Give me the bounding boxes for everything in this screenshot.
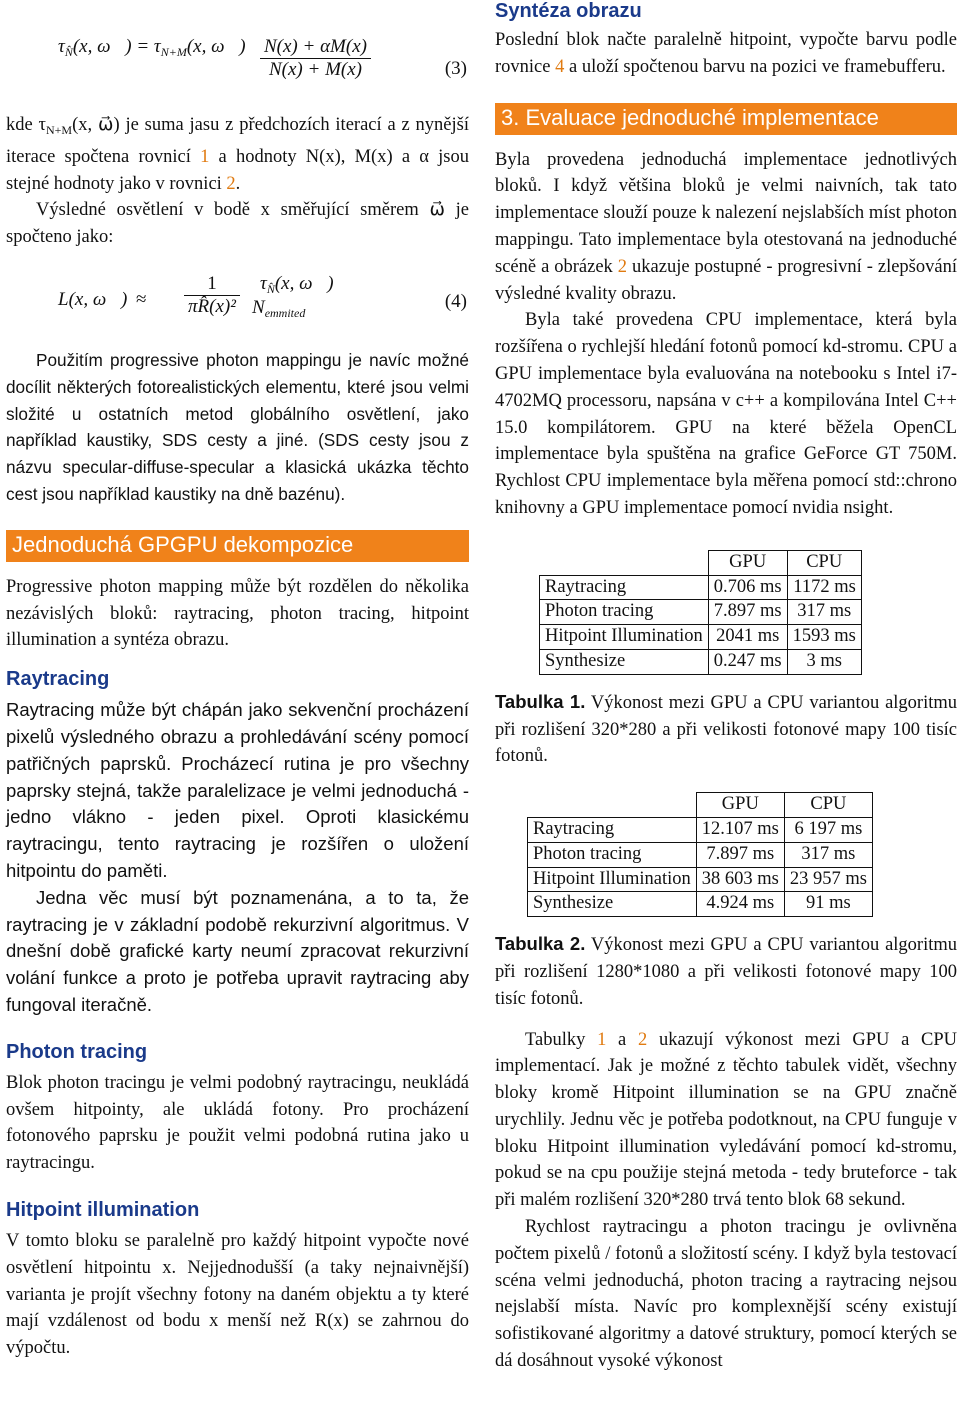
- table-ref-1[interactable]: 1: [597, 1029, 607, 1050]
- results-text-b: ukazují výkonost mezi GPU a CPU implementací. Jak je možné z těchto tabulek vidět, všechny bloky kromě Hitpoint illumination se na GPU značně urychlily. Jednu věc je potřeba podotknout, na CPU funguje v bloku Hitpoint illumination vyledávání pomocí kd-stromu, pokud se na cpu použije stejná metoda - tedy bruteforce - tak při malém rozlišení 320*280 trvá tento blok 68 sekund.: [495, 1029, 957, 1211]
- table-row: [528, 842, 873, 867]
- table-2-caption-text: Výkonost mezi GPU a CPU variantou algoritmu při rozlišení 1280*1080 a při velikosti fotonové mapy 100 tisíc fotonů.: [495, 935, 957, 1009]
- table-cell: 7.897 ms: [708, 600, 787, 625]
- synthesis-text-b: a uloží spočtenou barvu na pozici ve framebufferu.: [564, 56, 946, 77]
- equation-4: [6, 251, 469, 347]
- eq3-number: (3): [444, 58, 467, 79]
- results-text-a: Tabulky: [525, 1029, 598, 1050]
- table-header-cell: GPU: [708, 550, 787, 575]
- table-2-wrap: [495, 792, 957, 917]
- p1-text-3: a hodnoty N(x), M(x) a α jsou stejné hodnoty jako v rovnici: [6, 146, 469, 194]
- paragraph-implementation: [495, 147, 957, 308]
- table-1-header: [540, 550, 862, 575]
- subsection-title-photon-tracing: Photon tracing: [6, 1040, 148, 1063]
- table-2-header: [528, 793, 873, 818]
- table-1-wrap: [495, 550, 957, 675]
- right-column: [495, 0, 957, 1375]
- table-cell: Synthesize: [540, 649, 709, 674]
- paragraph-raytracing-2: Jedna věc musí být poznamenána, a to ta, že raytracing je v základní podobě rekurzivní algoritmus. V dnešní době grafické karty neumí zpracovat rekurzivní volání funkce a proto je potřeba upravit raytracing aby fungoval iteračně.: [6, 886, 469, 1015]
- table-cell: 7.897 ms: [696, 842, 784, 867]
- p1-text-4: .: [235, 173, 241, 194]
- section-title-evaluation: 3. Evaluace jednoduché implementace: [495, 103, 957, 135]
- table-cell: 317 ms: [787, 600, 861, 625]
- eq3-lhs: τ: [58, 36, 65, 57]
- table-cell: 0.247 ms: [708, 649, 787, 674]
- table-cell: 91 ms: [784, 892, 872, 917]
- table-cell: 1593 ms: [787, 625, 861, 650]
- eq3-numerator: N(x) + αM(x): [260, 36, 371, 59]
- table-cell: 12.107 ms: [696, 817, 784, 842]
- table-2: [527, 792, 873, 917]
- table-header-cell: CPU: [784, 793, 872, 818]
- implementation-text-b: ukazuje postupné - progresivní - zlepšování výsledné kvality obrazu.: [495, 256, 957, 304]
- table-cell: 23 957 ms: [784, 867, 872, 892]
- table-2-caption-label: Tabulka 2.: [495, 933, 586, 955]
- eq4-fraction-1: [184, 273, 240, 318]
- equation-ref-2[interactable]: 2: [226, 173, 236, 194]
- table-cell: 4.924 ms: [696, 892, 784, 917]
- equation-ref-1[interactable]: 1: [200, 146, 210, 167]
- eq3-mid-sub: N+M: [160, 45, 187, 59]
- eq4-f2-den-sub: emmited: [264, 305, 306, 320]
- eq3-fraction: [260, 36, 371, 81]
- table-cell: Raytracing: [540, 575, 709, 600]
- section-evaluation: [495, 103, 957, 135]
- eq4-lhs: L(x, ω⃗): [58, 288, 128, 310]
- table-ref-2[interactable]: 2: [637, 1029, 648, 1050]
- table-2-caption: [495, 931, 957, 1012]
- table-cell: Photon tracing: [528, 842, 697, 867]
- eq4-number: (4): [444, 290, 467, 312]
- eq3-denominator: N(x) + M(x): [268, 59, 362, 80]
- section-title-gpgpu: Jednoduchá GPGPU dekompozice: [6, 530, 469, 562]
- eq3-lhs-sub: N̂: [64, 45, 73, 59]
- paragraph-blocks: Progressive photon mapping může být rozdělen do několika nezávislých bloků: raytracing, photon tracing, hitpoint illumination a syntéza obrazu.: [6, 576, 469, 651]
- subsection-title-synthesis: Syntéza obrazu: [495, 0, 642, 22]
- table-cell: Hitpoint Illumination: [528, 867, 697, 892]
- p1-text: kde τ: [6, 115, 46, 135]
- eq3-mid-args: (x, ω⃗): [186, 36, 246, 57]
- table-row: [540, 625, 862, 650]
- eq4-f1-numerator: 1: [184, 273, 240, 296]
- synthesis-text-a: Poslední blok načte paralelně hitpoint, vypočte barvu podle rovnice: [495, 30, 957, 77]
- table-1-caption-label: Tabulka 1.: [495, 690, 586, 712]
- paragraph-progressive-benefits: Použitím progressive photon mappingu je navíc možné docílit některých fotorealistických elementu, které jsou velmi složité u ostatních metod globálního osvětlení, jako například kaustiky, SDS cesty a jiné. (SDS cesty jsou z názvu specular-diffuse-specular a klasická ukázka těchto cest jsou například kaustiky na dně bazénu).: [6, 349, 469, 504]
- subsection-title-raytracing: Raytracing: [6, 668, 110, 691]
- paragraph-synthesis: [495, 27, 957, 81]
- equation-3: [6, 0, 469, 94]
- section-gpgpu-decomposition: [6, 530, 469, 562]
- paragraph-hitpoint: V tomto bloku se paralelně pro každý hitpoint vypočte nové osvětlení hitpointu x. Nejjednodušší (a taky nejnaivnější) varianta je projít všechny fotony na daném objektu a ty které mají vzdálenost od bodu x menší než R(x) se zahrnou do výpočtu.: [6, 1230, 469, 1359]
- table-header-cell: GPU: [696, 793, 784, 818]
- implementation-text-a: Byla provedena jednoduchá implementace jednotlivých bloků. I když většina bloků je velmi naivních, tak tato implementace slouží pouze k nalezení nejslabších míst photon mappingu. Tato implementace byla otestovaná na jednoduché scéně a obrázek: [495, 149, 957, 277]
- table-cell: 3 ms: [787, 649, 861, 674]
- equation-ref-4[interactable]: 4: [555, 56, 565, 77]
- table-cell: Raytracing: [528, 817, 697, 842]
- figure-ref-2[interactable]: 2: [617, 256, 628, 277]
- table-cell: Hitpoint Illumination: [540, 625, 709, 650]
- table-row: [528, 867, 873, 892]
- table-cell: 6 197 ms: [784, 817, 872, 842]
- paragraph-raytracing-1: Raytracing může být chápán jako sekvenční procházení pixelů výsledného obrazu a prohledávání scény pomocí patřičných paprsků. Procházecí rutina je pro všechny paprsky stejná, takže paralelizace je velmi jednoduchá - jedno vlákno - jeden pixel. Oproti klasickému raytracingu, tento raytracing je rozšířen o uložení hitpointu do paměti.: [6, 699, 469, 881]
- table-row: [528, 817, 873, 842]
- eq4-approx: ≈: [136, 288, 147, 310]
- eq4-f2-den: N: [252, 296, 265, 318]
- table-row: [540, 649, 862, 674]
- results-text-mid: a: [606, 1029, 638, 1050]
- table-1-caption-text: Výkonost mezi GPU a CPU variantou algoritmu při rozlišení 320*280 a při velikosti fotonové mapy 100 tisíc fotonů.: [495, 692, 957, 767]
- eq4-f2-num-sub: N̂: [266, 281, 275, 296]
- table-row: [528, 892, 873, 917]
- table-cell: 1172 ms: [787, 575, 861, 600]
- subsection-title-hitpoint: Hitpoint illumination: [6, 1198, 200, 1221]
- eq4-f2-num-args: (x, ω⃗): [274, 272, 334, 294]
- table-header-cell: [540, 550, 709, 575]
- table-1: [539, 550, 862, 675]
- table-cell: 2041 ms: [708, 625, 787, 650]
- paragraph-cpu-implementation: Byla také provedena CPU implementace, která byla rozšířena o rychlejší hledání fotonů pomocí kd-stromu. CPU a GPU implementace byla evaluována na notebooku s Intel i7-4702MQ processoru, napsána v c++ a kompilována Intel C++ 15.0 kompilátorem. GPU na které běžela OpenCL implementace byla spuštěna na grafice GeForce GT 750M. Rychlost CPU implementace byla měřena pomocí std::chrono knihovny a GPU implementace pomocí nvidia nsight.: [495, 310, 957, 518]
- p1-sub: N+M: [45, 123, 73, 137]
- table-header-cell: [528, 793, 697, 818]
- paragraph-result-lighting: Výsledné osvětlení v bodě x směřující směrem ω⃗ je spočteno jako:: [6, 200, 469, 248]
- paragraph-speed: Rychlost raytracingu a photon tracingu je ovlivněna počtem pixelů / fotonů a složitostí scény. I když byla testovací scéna velmi jednoduchá, photon tracing a raytracing nejsou nejslabší místa. Navíc pro komplexnější scény existují sofistikované algoritmy a datové struktury, pomocí kterých se dá dosáhnout vysoké výkonost: [495, 1217, 957, 1372]
- paragraph-results: [495, 1027, 957, 1215]
- table-cell: 317 ms: [784, 842, 872, 867]
- table-1-caption: [495, 689, 957, 770]
- eq4-f2-num: τ: [260, 272, 267, 294]
- table-cell: Photon tracing: [540, 600, 709, 625]
- table-row: [540, 600, 862, 625]
- eq4-fraction-2: [252, 273, 334, 321]
- table-row: [540, 575, 862, 600]
- paragraph-photon-tracing: Blok photon tracingu je velmi podobný raytracingu, neukládá ovšem hitpointy, ale ukládá fotony. Pro procházení fotonového paprsku je použit velmi podobná rutina jako u raytracingu.: [6, 1072, 469, 1174]
- eq4-f1-denominator: πR̂(x)²: [188, 295, 236, 317]
- table-cell: 38 603 ms: [696, 867, 784, 892]
- p1-text-2: (x, ω⃗) je suma jasu z předchozích iterací a z nynější iterace spočtena rovnicí: [6, 115, 469, 167]
- table-header-cell: CPU: [787, 550, 861, 575]
- table-cell: Synthesize: [528, 892, 697, 917]
- left-column: [6, 0, 469, 1362]
- table-cell: 0.706 ms: [708, 575, 787, 600]
- eq3-lhs-args: (x, ω⃗) = τ: [72, 36, 161, 57]
- paragraph-eq3-explanation: [6, 112, 469, 197]
